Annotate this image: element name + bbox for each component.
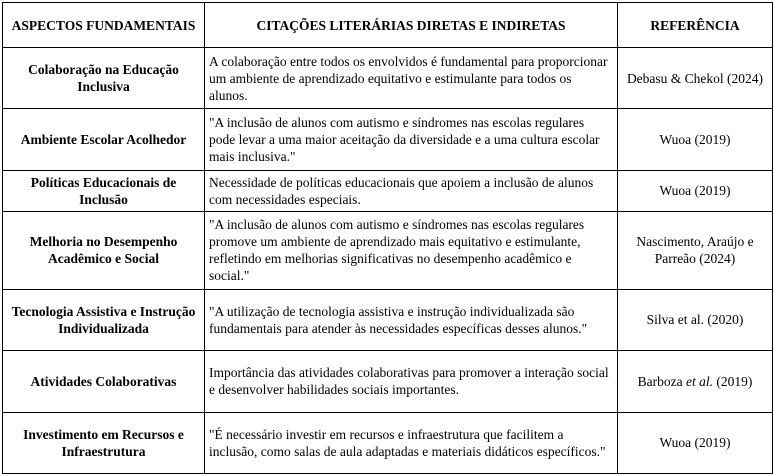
citation-cell: A colaboração entre todos os envolvidos é fundamental para proporcionar um ambiente de aprendizado equitativo e estimulante para todos os alunos. [205,48,618,109]
table-row [3,412,773,473]
reference-cell: Debasu & Chekol (2024) [618,48,773,109]
aspect-cell: Investimento em Recursos e Infraestrutura [3,412,205,473]
reference-cell: Wuoa (2019) [618,109,773,170]
header-row [3,3,773,48]
reference-author: Barboza [637,373,686,389]
citation-cell: "A inclusão de alunos com autismo e síndromes nas escolas regulares pode levar a uma maior aceitação da diversidade e a uma cultura escolar mais inclusiva." [205,109,618,170]
citation-cell: "A utilização de tecnologia assistiva e instrução individualizada são fundamentais para atender às necessidades específicas desses alunos." [205,289,618,350]
table-row [3,48,773,109]
table-row [3,351,773,412]
header-aspects: ASPECTOS FUNDAMENTAIS [3,3,205,48]
aspect-cell: Melhoria no Desempenho Acadêmico e Social [3,211,205,289]
aspect-cell: Tecnologia Assistiva e Instrução Individualizada [3,289,205,350]
table-row [3,109,773,170]
header-reference: REFERÊNCIA [618,3,773,48]
reference-year: (2019) [712,373,753,389]
reference-cell: Wuoa (2019) [618,412,773,473]
table-row [3,170,773,211]
reference-cell: Nascimento, Araújo e Parreão (2024) [618,211,773,289]
reference-cell [618,351,773,412]
header-citations: CITAÇÕES LITERÁRIAS DIRETAS E INDIRETAS [205,3,618,48]
aspect-cell: Atividades Colaborativas [3,351,205,412]
table-row [3,289,773,350]
reference-cell: Silva et al. (2020) [618,289,773,350]
aspect-cell: Políticas Educacionais de Inclusão [3,170,205,211]
citation-cell: "É necessário investir em recursos e infraestrutura que facilitem a inclusão, como salas de aula adaptadas e materiais didáticos específicos." [205,412,618,473]
aspect-cell: Ambiente Escolar Acolhedor [3,109,205,170]
citation-cell: "A inclusão de alunos com autismo e síndromes nas escolas regulares promove um ambiente de aprendizado mais equitativo e estimulante, refletindo em melhorias significativas no desempenho acadêmico e social." [205,211,618,289]
citation-cell: Importância das atividades colaborativas para promover a interação social e desenvolver habilidades sociais importantes. [205,351,618,412]
reference-etal: et al. [685,373,713,389]
table-row [3,211,773,289]
reference-cell: Wuoa (2019) [618,170,773,211]
aspect-cell: Colaboração na Educação Inclusiva [3,48,205,109]
citation-cell: Necessidade de políticas educacionais que apoiem a inclusão de alunos com necessidades especiais. [205,170,618,211]
citations-table [2,2,773,474]
